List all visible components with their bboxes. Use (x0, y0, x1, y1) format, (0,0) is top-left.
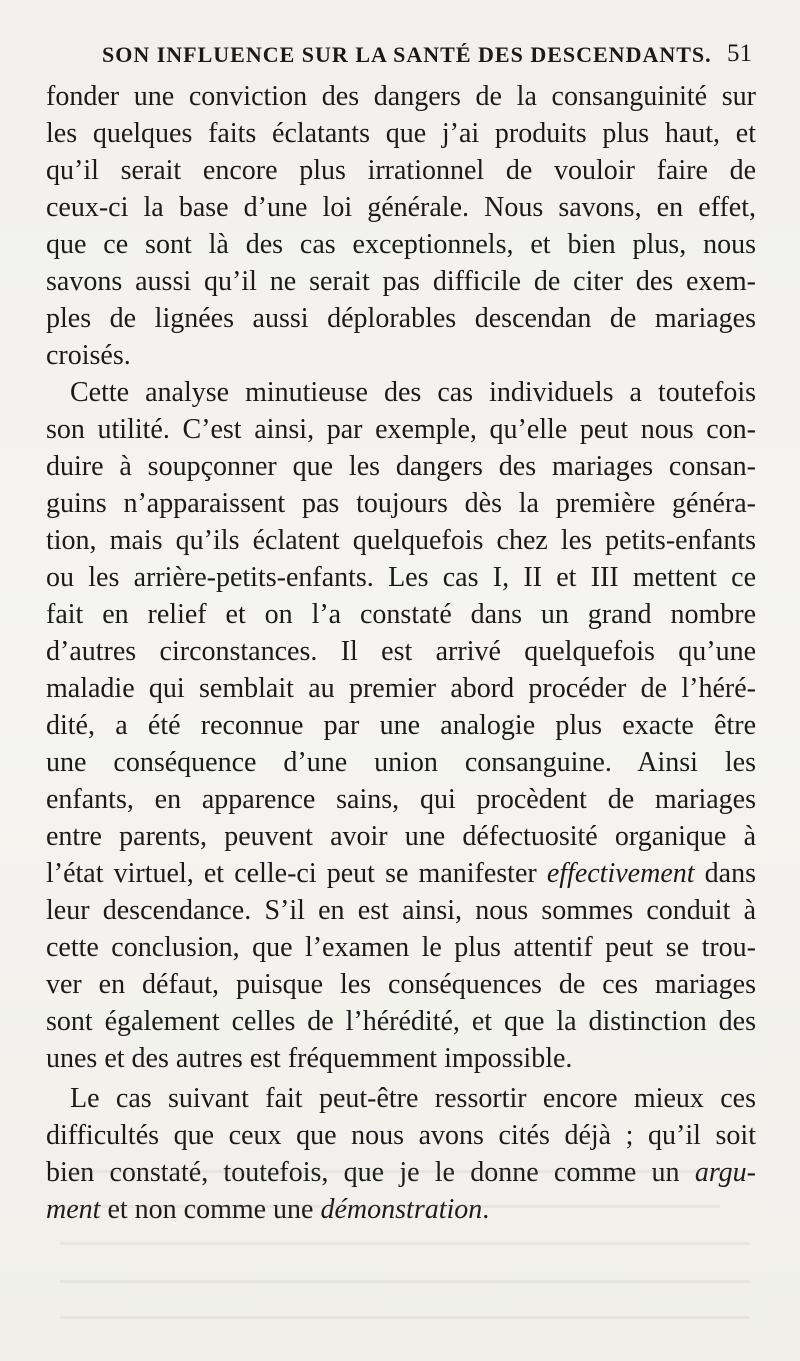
text-line: savons aussi qu’il ne serait pas difficile de citer des exem- (46, 266, 756, 297)
italic-emphasis: démonstration (320, 1194, 483, 1225)
text-line: dité, a été reconnue par une analogie plus exacte être (46, 710, 756, 741)
text-segment: bien constaté, toutefois, que je le donne comme un (46, 1157, 695, 1188)
paragraph-start-line: Cette analyse minutieuse des cas individuels a toutefois (70, 377, 756, 408)
text-line: que ce sont là des cas exceptionnels, et bien plus, nous (46, 229, 756, 260)
text-line (46, 1155, 756, 1191)
text-segment: dans (694, 858, 756, 889)
text-line: ou les arrière-petits-enfants. Les cas I, II et III mettent ce (46, 562, 756, 593)
text-line: enfants, en apparence sains, qui procèdent de mariages (46, 784, 756, 815)
text-segment: l’état virtuel, et celle-ci peut se manifester (46, 858, 547, 889)
text-line: fait en relief et on l’a constaté dans un grand nombre (46, 599, 756, 630)
text-line: fonder une conviction des dangers de la consanguinité sur (46, 81, 756, 112)
text-line: une conséquence d’une union consanguine. Ainsi les (46, 747, 756, 778)
text-line: entre parents, peuvent avoir une défectuosité organique à (46, 821, 756, 852)
text-line: d’autres circonstances. Il est arrivé quelquefois qu’une (46, 636, 756, 667)
text-line: maladie qui semblait au premier abord procéder de l’héré- (46, 673, 756, 704)
italic-emphasis: argu- (694, 1157, 756, 1188)
text-line: sont également celles de l’hérédité, et que la distinction des (46, 1006, 756, 1037)
page-number: 51 (727, 40, 752, 67)
text-line: duire à soupçonner que les dangers des mariages consan- (46, 451, 756, 482)
text-line: guins n’apparaissent pas toujours dès la première généra- (46, 488, 756, 519)
text-segment: . (482, 1194, 490, 1225)
text-line: qu’il serait encore plus irrationnel de vouloir faire de (46, 155, 756, 186)
text-line: ver en défaut, puisque les conséquences de ces mariages (46, 969, 756, 1000)
text-line: ceux-ci la base d’une loi générale. Nous savons, en effet, (46, 192, 756, 223)
text-line (46, 1192, 489, 1228)
text-line: tion, mais qu’ils éclatent quelquefois chez les petits-enfants (46, 525, 756, 556)
text-line (46, 856, 756, 892)
text-line: unes et des autres est fréquemment impossible. (46, 1043, 573, 1074)
italic-emphasis: ment (46, 1194, 101, 1225)
text-line: croisés. (46, 340, 131, 371)
text-line: cette conclusion, que l’examen le plus attentif peut se trou- (46, 932, 756, 963)
text-segment: et non comme une (100, 1194, 321, 1225)
text-line: son utilité. C’est ainsi, par exemple, qu’elle peut nous con- (46, 414, 756, 445)
running-head: SON INFLUENCE SUR LA SANTÉ DES DESCENDANTS. (102, 42, 712, 67)
text-line: ples de lignées aussi déplorables descendan de mariages (46, 303, 756, 334)
text-line: les quelques faits éclatants que j’ai produits plus haut, et (46, 118, 756, 149)
paragraph-start-line: Le cas suivant fait peut-être ressortir encore mieux ces (70, 1083, 756, 1114)
page-header (102, 38, 752, 72)
italic-emphasis: effectivement (546, 858, 695, 889)
text-line: leur descendance. S’il en est ainsi, nous sommes conduit à (46, 895, 756, 926)
text-line: difficultés que ceux que nous avons cités déjà ; qu’il soit (46, 1120, 756, 1151)
